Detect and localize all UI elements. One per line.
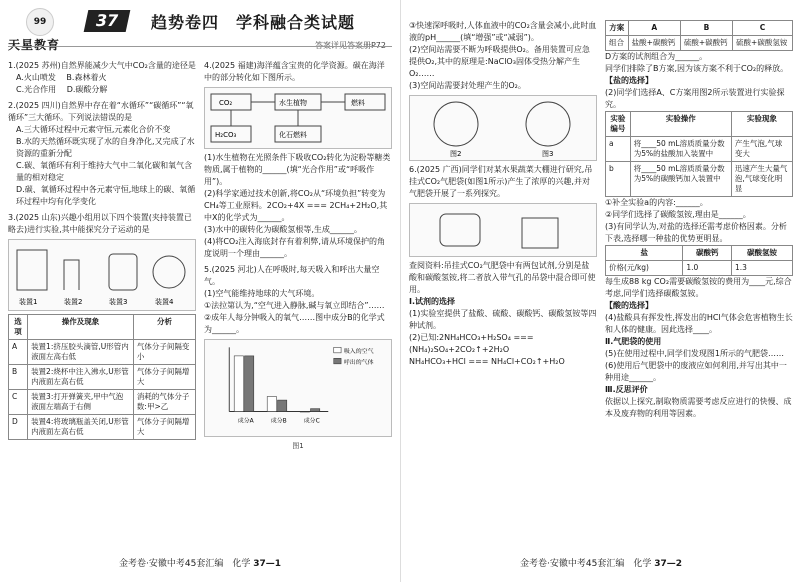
paper-number-badge: 37 <box>84 10 131 32</box>
bag-shape <box>440 214 480 246</box>
table-header: 碳酸钙 <box>683 246 732 261</box>
table-header: 实验编号 <box>606 112 631 137</box>
question-part: (2)科学家通过技术创新,将CO₂从“环境负担”转变为CH₄等工业原料。2CO₂+4X === 2CH₄+2H₂O,其中X的化学式为______。 <box>204 189 388 222</box>
table-cell: a <box>606 137 631 162</box>
question-part: ①法拉第认为,“空气进入静脉,碱与氧立即结合”…… <box>204 301 385 310</box>
table-cell: 硫酸+碳酸氢铵 <box>733 36 793 51</box>
section-heading: 【酸的选择】 <box>605 301 653 310</box>
table-header-row <box>606 112 793 137</box>
oxygen-cycle-figures <box>409 95 597 161</box>
paragraph: (1)实验室提供了盐酸、硫酸、碳酸钙、碳酸氢铵等四种试剂。 <box>409 309 597 330</box>
question-2 <box>8 100 196 208</box>
paragraph: (2)同学们选择A、C方案用图2所示装置进行实验探究。 <box>605 88 785 109</box>
experiment-table <box>605 111 793 197</box>
paragraph: 同学们排除了B方案,因为该方案不利于CO₂的释放。 <box>605 64 789 73</box>
table-header: B <box>680 21 732 36</box>
page-number: 37—2 <box>654 559 682 569</box>
table-cell: 气体分子间隔增大 <box>133 365 195 390</box>
cycle-circle <box>526 102 570 146</box>
fertilizer-bag-figure <box>409 203 597 257</box>
table-header-row <box>606 246 793 261</box>
legend-label: 吸入的空气 <box>343 347 374 355</box>
paragraph: (6)使用后气肥袋中的废液应如何利用,并写出其中一种用途______。 <box>605 361 787 382</box>
right-column-a <box>409 20 597 542</box>
paragraph: NH₄HCO₃+HCl === NH₄Cl+CO₂↑+H₂O <box>409 357 565 366</box>
question-part: (3)水中的碳转化为碳酸氢根等,生成______。 <box>204 225 362 234</box>
question-stem: 4.(2025 福建)海洋蕴含宝贵的化学资源。碳在海洋中的部分转化如下图所示。 <box>204 61 385 82</box>
table-cell: 将____50 mL溶质质量分数为5%的碳酸钙加入装置中 <box>630 162 731 197</box>
footer-text: 金考卷·安徽中考45套汇编 化学 <box>119 559 251 569</box>
paragraph: ①补全实验a的内容:______。 <box>605 198 708 207</box>
option: C.碳、氧循环有利于维持大气中二氧化碳和氧气含量的相对稳定 <box>16 161 193 182</box>
x-tick-label: 成分B <box>270 417 287 425</box>
table-cell: 1.0 <box>683 261 732 276</box>
chart-bar <box>278 400 287 411</box>
table-cell: 将____50 mL溶质质量分数为5%的盐酸加入装置中 <box>630 137 731 162</box>
header-divider <box>8 46 392 47</box>
node-label: 燃料 <box>351 99 365 107</box>
table-cell: b <box>606 162 631 197</box>
table-cell: 消耗的气体分子数:甲>乙 <box>133 390 195 415</box>
table-row <box>606 162 793 197</box>
footer-text: 金考卷·安徽中考45套汇编 化学 <box>520 559 652 569</box>
node-label: 化石燃料 <box>279 131 307 139</box>
carbon-cycle-diagram <box>204 87 392 149</box>
chart-bar <box>267 397 276 412</box>
option: A.三大循环过程中元素守恒,元素化合价不变 <box>16 125 171 134</box>
table-cell: A <box>9 340 28 365</box>
carbon-cycle-svg <box>205 88 391 148</box>
figure-label: 图1 <box>292 442 304 450</box>
scheme-table <box>605 20 793 51</box>
table-cell: 1.3 <box>732 261 793 276</box>
breath-chart <box>204 339 392 437</box>
table-cell: 装置4:将玻璃瓶盖关闭,U形管内液面左高右低 <box>28 415 134 440</box>
device-label: 装置3 <box>109 298 128 306</box>
breath-bar-chart <box>205 340 391 428</box>
section-heading: Ⅱ.气肥袋的使用 <box>605 337 662 346</box>
question-part: (1)水生植物在光照条件下吸收CO₂转化为淀粉等糖类物质,属于植物的______(填“光合作用”或“呼吸作用”)。 <box>204 153 391 186</box>
right-page <box>400 0 800 582</box>
chart-bar <box>234 356 243 412</box>
paragraph: (2)已知:2NH₄HCO₃+H₂SO₄ === (NH₄)₂SO₄+2CO₂↑+2H₂O <box>409 333 534 354</box>
table-cell: 价格(元/kg) <box>606 261 683 276</box>
device-label: 装置2 <box>64 298 83 306</box>
table-header: 选项 <box>9 315 28 340</box>
oxygen-cycle-svg <box>410 96 596 160</box>
section-heading: Ⅰ.试剂的选择 <box>409 297 456 306</box>
bottle-shape <box>153 256 185 288</box>
paragraph: 查阅资料:吊挂式CO₂气肥袋中有两包试剂,分别是盐酸和碳酸氢铵,将二者放入带气孔的吊袋中混合即可使用。 <box>409 261 596 294</box>
paragraph: ②同学们选择了碳酸氢铵,理由是______。 <box>605 210 751 219</box>
table-header: 分析 <box>133 315 195 340</box>
legend-swatch <box>334 358 341 364</box>
logo-text: 天星教育 <box>8 38 61 52</box>
table-cell: 气体分子间隔变小 <box>133 340 195 365</box>
legend-label: 呼出的气体 <box>343 358 374 366</box>
paragraph: (5)在使用过程中,同学们发现图1所示的气肥袋…… <box>605 349 784 358</box>
table-header: 操作及现象 <box>28 315 134 340</box>
option: D.碳酸分解 <box>66 85 108 94</box>
paragraph: (3)有同学认为,对盐的选择还需考虑价格因素。分析下表,选择哪一种盐的优势更明显。 <box>605 222 787 243</box>
question-options <box>16 72 196 96</box>
paragraph: ③快速深呼吸时,人体血液中的CO₂含量会减小,此时血液的pH______(填“增强”或“减弱”)。 <box>409 21 597 42</box>
paragraph: (4)盐酸具有挥发性,挥发出的HCl气体会危害植物生长和人体的健康。因此选择____。 <box>605 313 793 334</box>
option: A.火山喷发 <box>16 73 56 82</box>
q3-table <box>8 314 196 440</box>
node-label: 水生植物 <box>279 99 307 107</box>
table-cell: 盐酸+碳酸钙 <box>628 36 680 51</box>
left-column-a <box>8 60 196 542</box>
table-cell: D <box>9 415 28 440</box>
option: B.水的天然循环既实现了水的自身净化,又完成了水资源的重新分配 <box>16 137 195 158</box>
table-cell: 装置3:打开弹簧夹,甲中气泡液面左端高于右侧 <box>28 390 134 415</box>
question-part: ②成年人每分钟吸入的氧气……图中成分B的化学式为______。 <box>204 313 385 334</box>
answer-note: 答案详见答案册P72 <box>314 41 386 50</box>
table-header-row <box>606 21 793 36</box>
chart-bar <box>311 409 320 412</box>
table-header: 盐 <box>606 246 683 261</box>
table-header: 实验现象 <box>731 112 792 137</box>
node-label: H₂CO₃ <box>215 131 237 139</box>
table-header: 方案 <box>606 21 629 36</box>
device-label: 装置1 <box>19 298 38 306</box>
question-6 <box>409 164 597 368</box>
page-header <box>8 8 392 60</box>
option: D.碳、氧循环过程中各元素守恒,地球上的碳、氧循环过程中均有化学变化 <box>16 185 196 206</box>
question-stem: 2.(2025 四川)自然界中存在着“水循环”“碳循环”“氧循环”三大循环。下列说法错误的是 <box>8 101 194 122</box>
cycle-circle <box>434 102 478 146</box>
table-cell: 硫酸+碳酸钙 <box>680 36 732 51</box>
table-row <box>606 137 793 162</box>
option: B.森林着火 <box>66 73 107 82</box>
table-cell: 迅速产生大量气泡,气球变化明显 <box>731 162 792 197</box>
right-column-b <box>605 20 793 542</box>
page-number: 37—1 <box>253 559 281 569</box>
table-header: 实验操作 <box>630 112 731 137</box>
table-row <box>606 261 793 276</box>
section-heading: Ⅲ.反思评价 <box>605 385 648 394</box>
node-label: CO₂ <box>219 99 233 107</box>
u-tube-shape <box>64 260 79 290</box>
table-cell: 装置1:挤压胶头滴管,U形管内液面左高右低 <box>28 340 134 365</box>
question-part: (4)将CO₂注入海底封存有着利弊,请从环境保护的角度说明一个理由______。 <box>204 237 385 258</box>
table-header: 碳酸氢铵 <box>732 246 793 261</box>
table-row <box>606 36 793 51</box>
left-footer <box>0 556 400 574</box>
question-1 <box>8 60 196 96</box>
fertilizer-bag-svg <box>410 204 596 256</box>
paragraph: 每生成88 kg CO₂需要碳酸氢铵的费用为____元,综合考虑,同学们选择碳酸氢铵。 <box>605 277 792 298</box>
flask-shape <box>17 250 47 290</box>
paragraph: (3)空间站需要封处理产生的O₂。 <box>409 81 526 90</box>
table-cell: C <box>9 390 28 415</box>
question-5 <box>204 264 392 452</box>
x-tick-label: 成分C <box>303 417 320 425</box>
logo-mark: 99 <box>26 8 54 36</box>
section-heading: 【盐的选择】 <box>605 76 653 85</box>
legend-swatch <box>334 347 341 353</box>
question-4 <box>204 60 392 260</box>
option: C.光合作用 <box>16 85 57 94</box>
figure-label: 图3 <box>542 150 554 158</box>
table-header: C <box>733 21 793 36</box>
brand-logo <box>8 8 78 60</box>
right-footer <box>401 556 800 574</box>
table-row <box>9 340 196 365</box>
chart-bar <box>245 356 254 412</box>
apparatus-shape <box>522 218 558 248</box>
question-stem: 1.(2025 苏州)自然界能减少大气中CO₂含量的途径是 <box>8 61 196 70</box>
figure-label: 图2 <box>450 150 462 158</box>
chart-bar <box>300 411 309 412</box>
beaker-shape <box>109 254 137 290</box>
table-row <box>9 415 196 440</box>
table-cell: 产生气泡,气球变大 <box>731 137 792 162</box>
table-cell: 装置2:烧杯中注入沸水,U形管内液面左高右低 <box>28 365 134 390</box>
device-label: 装置4 <box>155 298 174 306</box>
table-row <box>9 365 196 390</box>
table-cell: B <box>9 365 28 390</box>
left-column-b <box>204 60 392 542</box>
question-3 <box>8 212 196 440</box>
paragraph: D方案的试剂组合为______。 <box>605 52 708 61</box>
apparatus-diagram <box>9 240 195 310</box>
paragraph: (2)空间站需要不断为呼吸提供O₂。备用装置可应急提供O₂,其中的原理是:NaClO₃固体受热分解产生O₂…… <box>409 45 590 78</box>
question-stem: 6.(2025 广西)同学们对某水果蔬菜大棚进行研究,吊挂式CO₂气肥袋(如图1所示)产生了浓厚的兴趣,并对气肥袋开展了一系列探究。 <box>409 165 593 198</box>
table-cell: 组合 <box>606 36 629 51</box>
table-cell: 气体分子间隔增大 <box>133 415 195 440</box>
table-header-row <box>9 315 196 340</box>
question-stem: 3.(2025 山东)兴趣小组用以下四个装置(夹持装置已略去)进行实验,其中能探究分子运动的是 <box>8 213 192 234</box>
paper-title: 趋势卷四 学科融合类试题 <box>150 13 355 32</box>
paragraph: 依据以上探究,制取物质需要考虑反应进行的快慢、成本及废弃物的利用等因素。 <box>605 397 792 418</box>
x-tick-label: 成分A <box>237 417 254 425</box>
question-stem: 5.(2025 河北)人在呼吸时,每天吸入和呼出大量空气。 <box>204 265 380 286</box>
question-part: (1)空气能维持地球的大气环境。 <box>204 289 320 298</box>
apparatus-figure <box>8 239 196 311</box>
table-header: A <box>628 21 680 36</box>
table-row <box>9 390 196 415</box>
price-table <box>605 245 793 276</box>
